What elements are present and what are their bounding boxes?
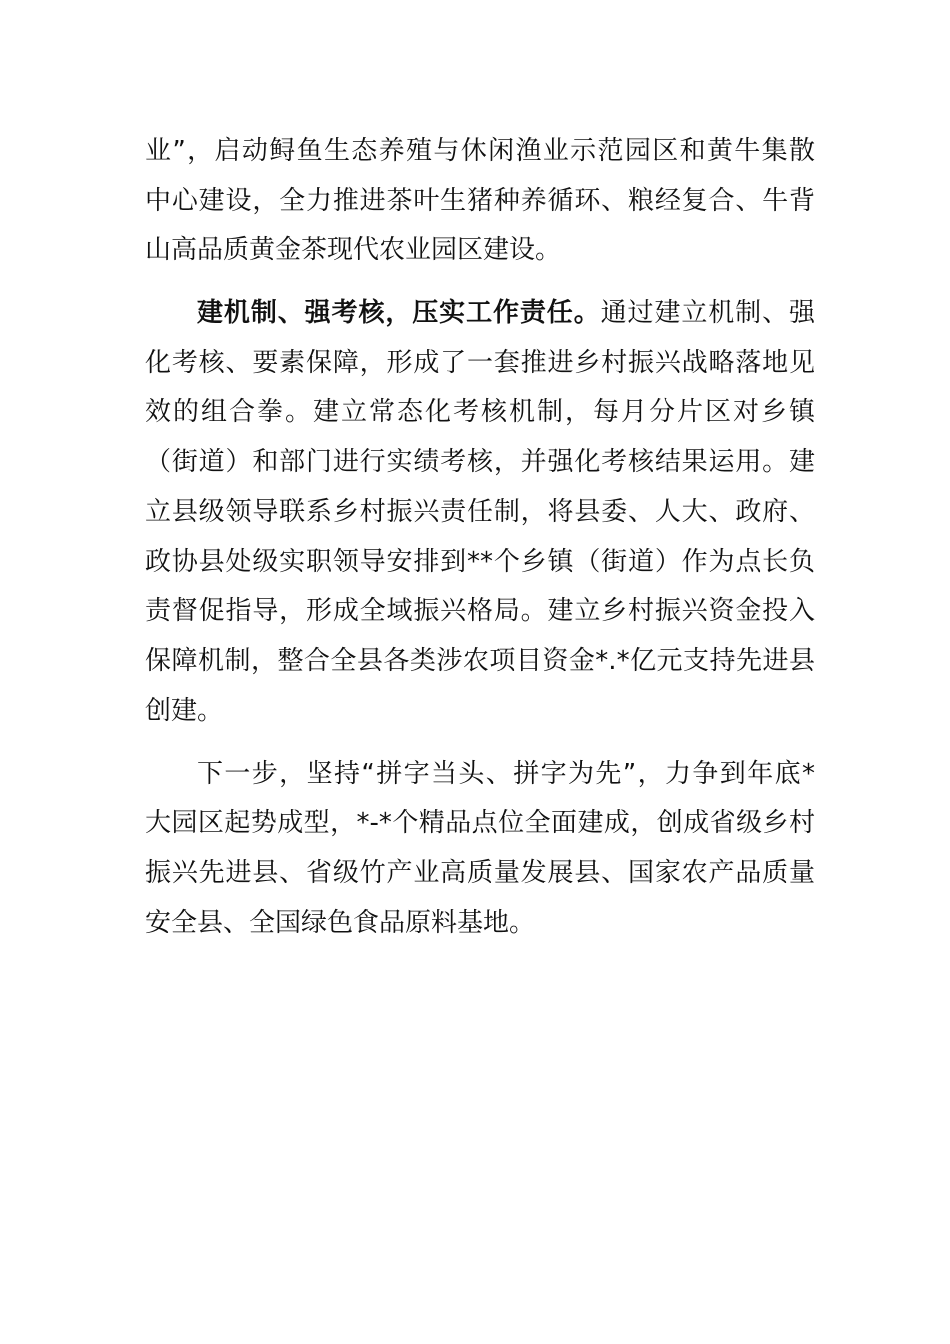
paragraph-2-line-1 <box>197 296 815 330</box>
paragraph-2-line-8: 保障机制，整合全县各类涉农项目资金*.*亿元支持先进县 <box>145 646 815 676</box>
paragraph-2-line-5: 立县级领导联系乡村振兴责任制，将县委、人大、政府、 <box>145 497 815 527</box>
paragraph-1-line-3: 山高品质黄金茶现代农业园区建设。 <box>145 235 562 265</box>
paragraph-2-line-4: （街道）和部门进行实绩考核，并强化考核结果运用。建 <box>145 447 815 477</box>
paragraph-2-line-6: 政协县处级实职领导安排到**个乡镇（街道）作为点长负 <box>145 547 815 577</box>
paragraph-3-line-1: 下一步，坚持“拼字当头、拼字为先”，力争到年底* <box>197 759 815 789</box>
paragraph-3-line-4: 安全县、全国绿色食品原料基地。 <box>145 908 536 938</box>
paragraph-2-line-2: 化考核、要素保障，形成了一套推进乡村振兴战略落地见 <box>145 348 815 378</box>
paragraph-1-line-2: 中心建设，全力推进茶叶生猪种养循环、粮经复合、牛背 <box>145 186 815 216</box>
paragraph-2-line-1-rest: 通过建立机制、强 <box>600 298 815 328</box>
paragraph-2-line-3: 效的组合拳。建立常态化考核机制，每月分片区对乡镇 <box>145 397 815 427</box>
paragraph-1-line-1: 业”，启动鲟鱼生态养殖与休闲渔业示范园区和黄牛集散 <box>145 136 815 166</box>
paragraph-2-line-7: 责督促指导，形成全域振兴格局。建立乡村振兴资金投入 <box>145 596 815 626</box>
paragraph-2-heading: 建机制、强考核，压实工作责任。 <box>197 298 601 328</box>
paragraph-2-line-9: 创建。 <box>145 696 224 726</box>
paragraph-3-line-2: 大园区起势成型，*-*个精品点位全面建成，创成省级乡村 <box>145 808 815 838</box>
paragraph-3-line-3: 振兴先进县、省级竹产业高质量发展县、国家农产品质量 <box>145 858 815 888</box>
